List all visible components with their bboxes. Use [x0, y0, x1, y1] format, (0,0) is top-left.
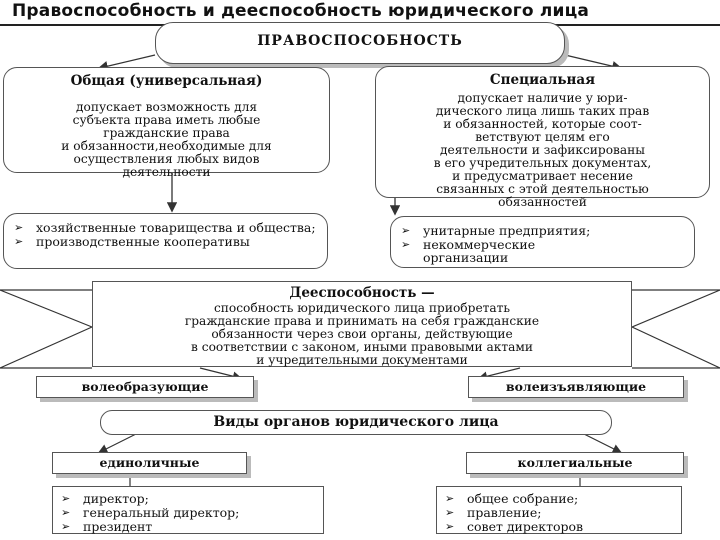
- list-item: ➢ генеральный директор;: [57, 506, 319, 519]
- page-title: Правоспособность и дееспособность юридического лица: [12, 1, 590, 21]
- organ-types-label: Виды органов юридического лица: [213, 414, 499, 430]
- will-expressing-label: волеизъявляющие: [505, 379, 647, 394]
- special-heading: Специальная: [489, 72, 596, 88]
- collegial-box: [466, 452, 684, 474]
- special-box: [375, 66, 710, 209]
- deesposobnost-heading: Дееспособность —: [289, 285, 435, 301]
- list-item: ➢ совет директоров: [441, 520, 677, 533]
- list-item: ➢ некоммерческие организации: [397, 238, 563, 264]
- list-item: ➢ хозяйственные товарищества и общества;: [10, 221, 321, 234]
- general-text: допускает возможность для субъекта права иметь любые гражданские права и обязанности,необходимые для осуществления любых видов деятельности: [61, 100, 272, 179]
- special-examples-list: [397, 224, 688, 264]
- sole-label: единоличные: [99, 455, 200, 470]
- pravosposobnost-box: [155, 22, 565, 64]
- list-item: ➢ производственные кооперативы: [10, 235, 321, 248]
- sole-examples-list: [57, 492, 319, 533]
- special-text: допускает наличие у юри- дического лица лишь таких прав и обязанностей, которые соот- ветствуют целям его деятельности и зафиксированы в его учредительных документах, и предусматривает несение связанных с этой деятельностью обязанностей: [433, 91, 652, 209]
- pravosposobnost-label: ПРАВОСПОСОБНОСТЬ: [257, 33, 463, 49]
- list-item: ➢ директор;: [57, 492, 319, 505]
- will-expressing-box: [468, 376, 684, 398]
- will-forming-box: [36, 376, 254, 398]
- collegial-examples-box: [436, 486, 682, 534]
- will-forming-label: волеобразующие: [81, 379, 209, 394]
- collegial-label: коллегиальные: [517, 455, 633, 470]
- sole-box: [52, 452, 247, 474]
- special-examples-box: [390, 216, 695, 268]
- general-heading: Общая (универсальная): [70, 73, 263, 89]
- collegial-examples-list: [441, 492, 677, 533]
- deesposobnost-text: способность юридического лица приобретать гражданские права и принимать на себя гражданские обязанности через свои органы, действующие в соответствии с законом, иными правовыми актами и учредительными документами: [184, 301, 540, 367]
- list-item: ➢ президент: [57, 520, 319, 533]
- list-item: ➢ унитарные предприятия;: [397, 224, 688, 237]
- general-box: [3, 67, 330, 179]
- list-item: ➢ правление;: [441, 506, 677, 519]
- organ-types-box: [100, 410, 612, 435]
- general-examples-box: [3, 213, 328, 269]
- general-examples-list: [10, 221, 321, 248]
- sole-examples-box: [52, 486, 324, 534]
- list-item: ➢ общее собрание;: [441, 492, 677, 505]
- deesposobnost-box: [92, 281, 632, 367]
